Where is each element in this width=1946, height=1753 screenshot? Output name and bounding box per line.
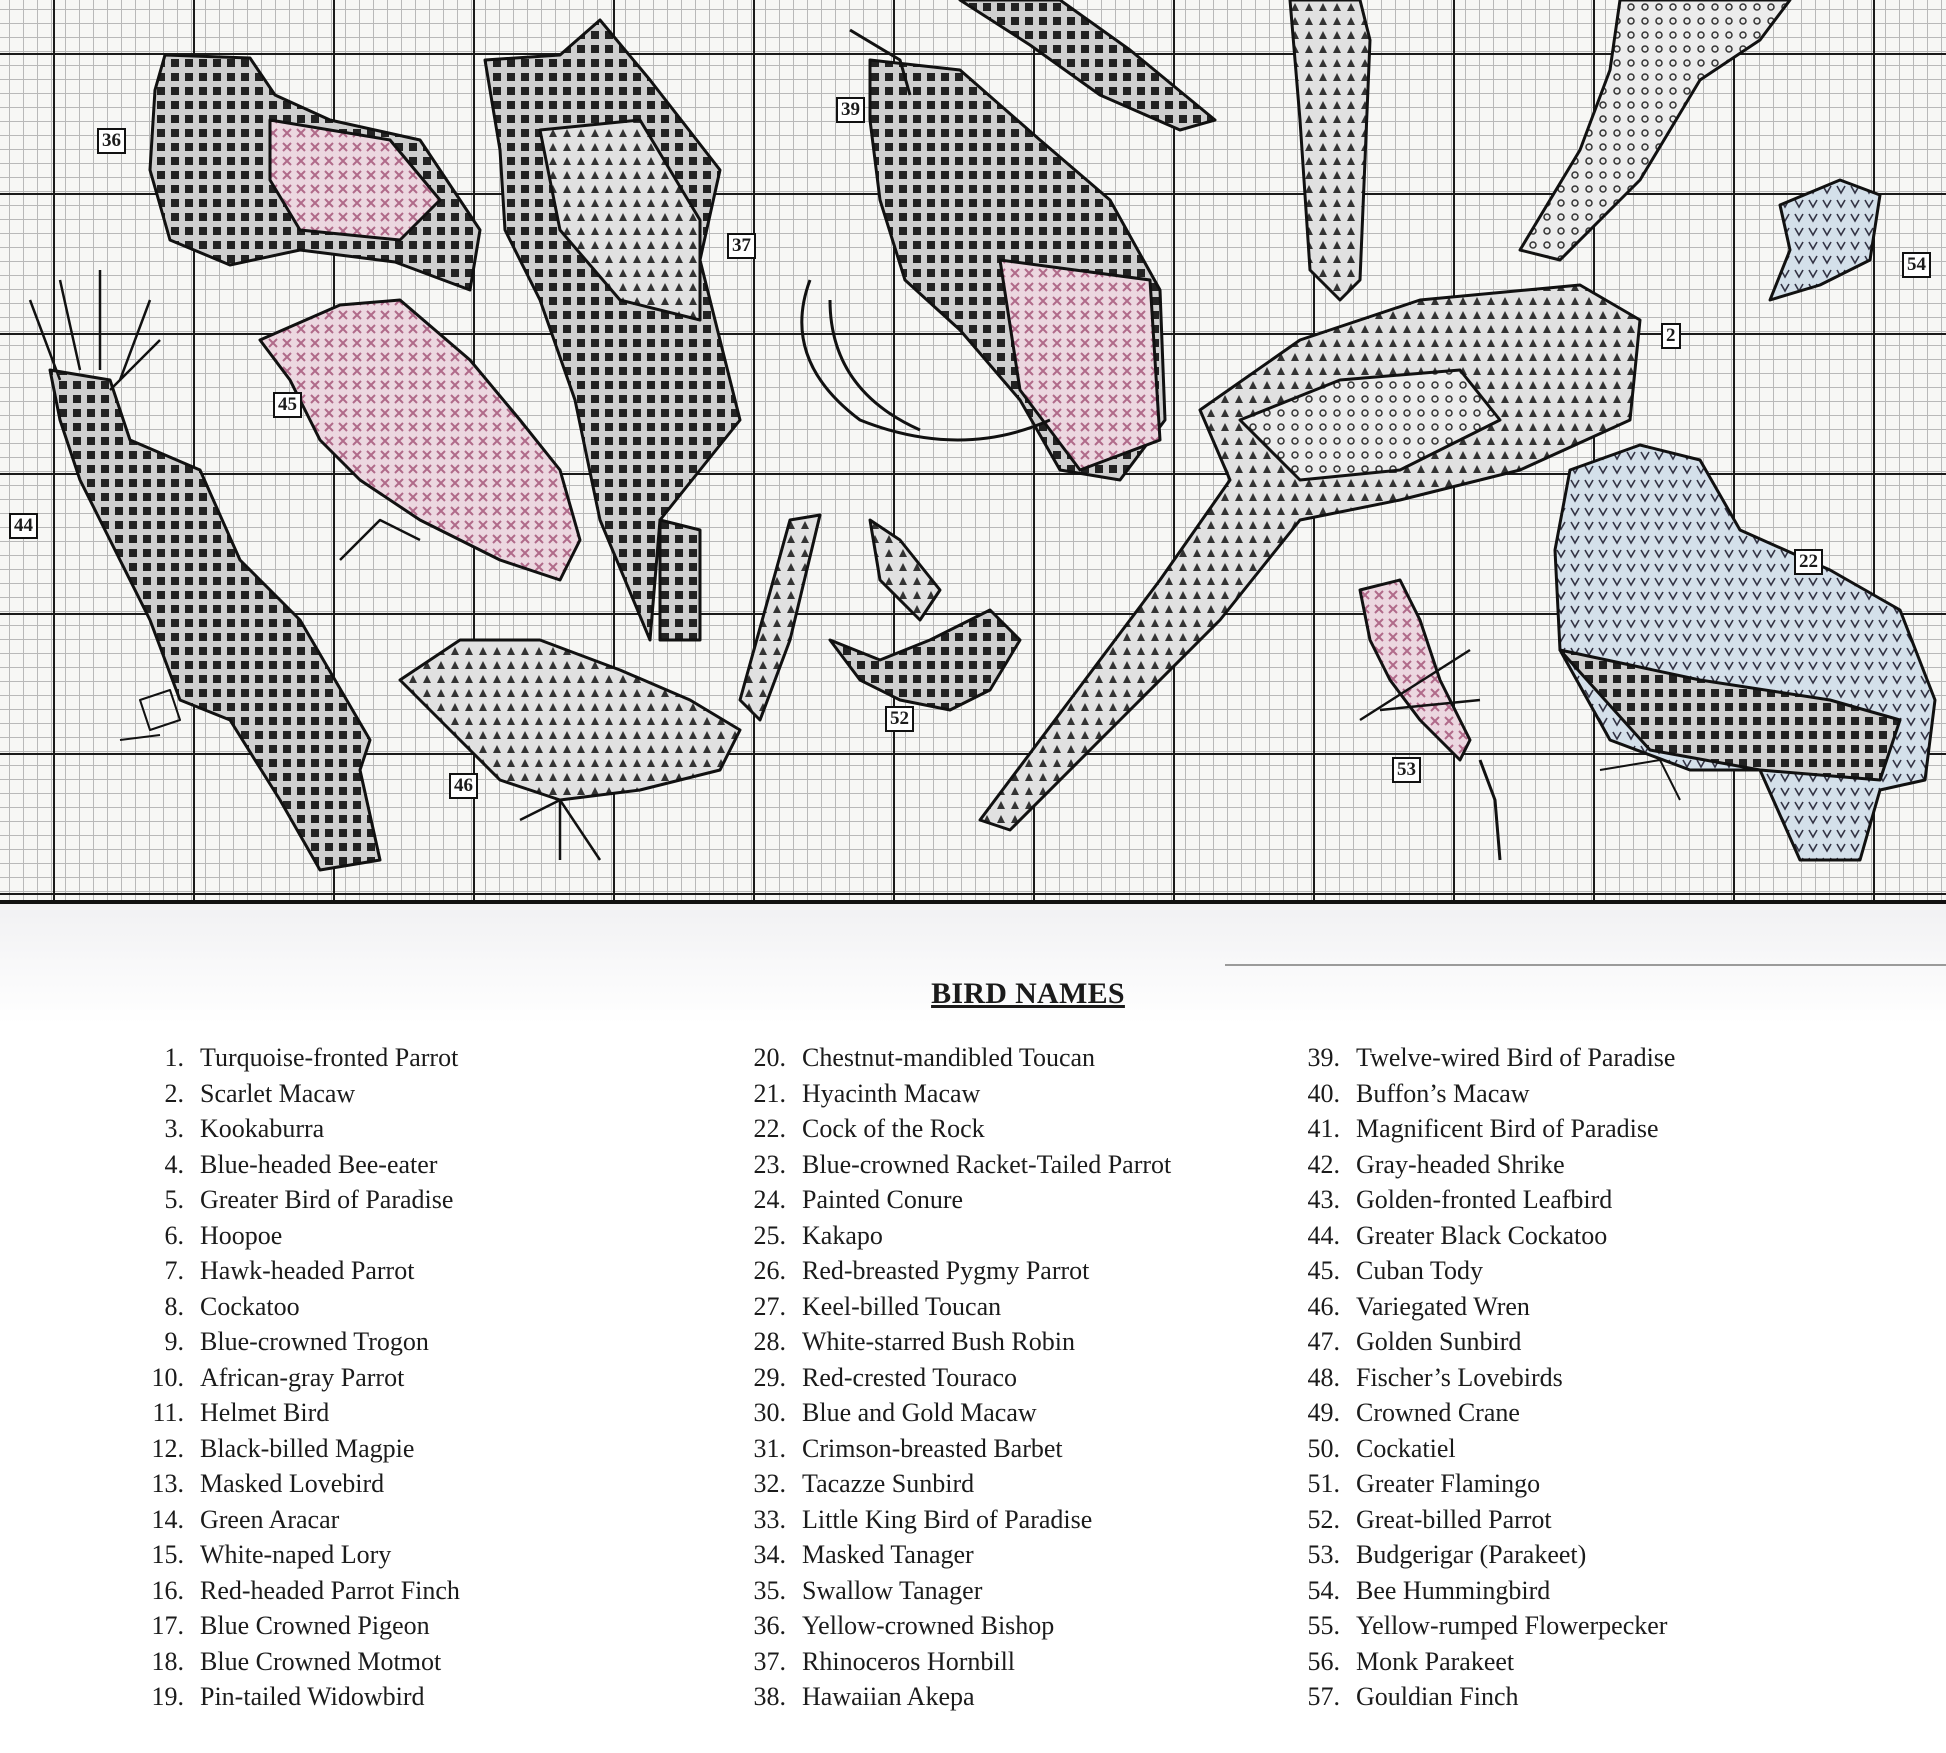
bird-number: 43. <box>1307 1185 1340 1214</box>
bird-name: Crimson-breasted Barbet <box>802 1433 1063 1463</box>
bird-name: Golden Sunbird <box>1356 1327 1522 1356</box>
bird-name: Scarlet Macaw <box>200 1078 356 1108</box>
bird-name: Greater Flamingo <box>1356 1469 1541 1498</box>
bird-number: 29. <box>753 1362 786 1392</box>
bird-name: Masked Tanager <box>802 1540 974 1569</box>
bird-number: 6. <box>164 1220 184 1250</box>
chart-label-22: 22 <box>1794 549 1823 575</box>
bird-number: 37. <box>753 1646 786 1676</box>
bird-number: 11. <box>152 1398 184 1427</box>
bird-name: Red-crested Touraco <box>802 1362 1017 1392</box>
bird-name: Pin-tailed Widowbird <box>200 1682 425 1711</box>
bird-name: Monk Parakeet <box>1356 1646 1515 1676</box>
bird-number: 7. <box>164 1256 184 1285</box>
bird-number: 22. <box>753 1114 786 1143</box>
bird-name: Crowned Crane <box>1356 1398 1520 1427</box>
bird-number: 30. <box>753 1398 786 1427</box>
bird-number: 31. <box>753 1433 786 1463</box>
bird-name: Keel-billed Toucan <box>802 1291 1002 1321</box>
bird-name: Kakapo <box>802 1220 883 1250</box>
divider-line <box>1225 964 1946 966</box>
bird-name: Blue Crowned Pigeon <box>200 1611 430 1640</box>
bird-number: 28. <box>753 1327 786 1356</box>
bird-number: 44. <box>1307 1220 1340 1250</box>
chart-label-53: 53 <box>1392 757 1421 783</box>
bird-number: 39. <box>1307 1043 1340 1072</box>
bird-name: Budgerigar (Parakeet) <box>1356 1540 1587 1569</box>
bird-name: Yellow-crowned Bishop <box>802 1611 1055 1640</box>
bird-name: Blue and Gold Macaw <box>802 1398 1037 1427</box>
bird-number: 52. <box>1307 1504 1340 1534</box>
bird-number: 56. <box>1307 1646 1340 1676</box>
bird-name: Blue Crowned Motmot <box>200 1646 442 1676</box>
bird-number: 12. <box>151 1433 184 1463</box>
bird-number: 15. <box>151 1540 184 1569</box>
bird-number: 26. <box>753 1256 786 1285</box>
bird-number: 25. <box>753 1220 786 1250</box>
chart-label-46: 46 <box>449 773 478 799</box>
chart-label-36: 36 <box>97 128 126 154</box>
bird-name: Masked Lovebird <box>200 1469 385 1498</box>
bird-number: 48. <box>1307 1362 1340 1392</box>
bird-name: Fischer’s Lovebirds <box>1356 1362 1563 1392</box>
bird-number: 16. <box>151 1575 184 1605</box>
bird-number: 14. <box>151 1504 184 1534</box>
chart-label-45: 45 <box>273 392 302 418</box>
bird-number: 55. <box>1307 1611 1340 1640</box>
bird-number: 13. <box>151 1469 184 1498</box>
bird-name: Hyacinth Macaw <box>802 1078 981 1108</box>
bird-number: 1. <box>164 1043 184 1072</box>
bird-number: 51. <box>1307 1469 1340 1498</box>
chart-label-2: 2 <box>1661 323 1681 349</box>
bird-number: 17. <box>151 1611 184 1640</box>
bird-name: Yellow-rumped Flowerpecker <box>1356 1611 1668 1640</box>
bird-number: 19. <box>151 1682 184 1711</box>
bird-name: Tacazze Sunbird <box>802 1469 975 1498</box>
bird-name: Hawaiian Akepa <box>802 1682 975 1711</box>
bird-number: 34. <box>753 1540 786 1569</box>
bird-number: 42. <box>1307 1149 1340 1179</box>
bird-number: 8. <box>164 1291 184 1321</box>
bird-number: 3. <box>164 1114 184 1143</box>
bird-number: 23. <box>753 1149 786 1179</box>
bird-number: 10. <box>151 1362 184 1392</box>
bird-number: 24. <box>753 1185 786 1214</box>
chart-label-54: 54 <box>1902 252 1931 278</box>
bird-number: 27. <box>753 1291 786 1321</box>
bird-number: 45. <box>1307 1256 1340 1285</box>
chart-label-37: 37 <box>727 233 756 259</box>
bird-name: Greater Bird of Paradise <box>200 1185 454 1214</box>
bird-name: Cock of the Rock <box>802 1114 985 1143</box>
bird-name: Helmet Bird <box>200 1398 330 1427</box>
bird-number: 47. <box>1307 1327 1340 1356</box>
bird-name: Blue-crowned Racket-Tailed Parrot <box>802 1149 1172 1179</box>
bird-name: Chestnut-mandibled Toucan <box>802 1043 1096 1072</box>
bird-name: Turquoise-fronted Parrot <box>200 1043 459 1072</box>
bird-name: Buffon’s Macaw <box>1356 1078 1530 1108</box>
bird-number: 46. <box>1307 1291 1340 1321</box>
bird-number: 57. <box>1307 1682 1340 1711</box>
bird-name: White-naped Lory <box>200 1540 392 1569</box>
bird-name: Variegated Wren <box>1356 1291 1530 1321</box>
bird-number: 49. <box>1307 1398 1340 1427</box>
bird-number: 41. <box>1307 1114 1340 1143</box>
bird-number: 21. <box>753 1078 786 1108</box>
bird-number: 36. <box>753 1611 786 1640</box>
bird-number: 54. <box>1307 1575 1340 1605</box>
bird-name: African-gray Parrot <box>200 1362 405 1392</box>
bird-name: Little King Bird of Paradise <box>802 1504 1093 1534</box>
bird-name: Black-billed Magpie <box>200 1433 415 1463</box>
bird-name: Green Aracar <box>200 1504 340 1534</box>
bird-name: Hoopoe <box>200 1220 283 1250</box>
bird-number: 53. <box>1307 1540 1340 1569</box>
bird-number: 32. <box>753 1469 786 1498</box>
bird-name: Hawk-headed Parrot <box>200 1256 415 1285</box>
bird-number: 4. <box>164 1149 184 1179</box>
bird-name: Cuban Tody <box>1356 1256 1483 1285</box>
bird-number: 50. <box>1307 1433 1340 1463</box>
bird-name: Painted Conure <box>802 1185 964 1214</box>
list-title: BIRD NAMES <box>931 977 1125 1010</box>
bird-number: 38. <box>753 1682 786 1711</box>
bird-name: Swallow Tanager <box>802 1575 983 1605</box>
bird-number: 33. <box>753 1504 786 1534</box>
bird-name: Great-billed Parrot <box>1356 1504 1552 1534</box>
bird-name: Blue-headed Bee-eater <box>200 1149 438 1179</box>
bird-name: Blue-crowned Trogon <box>200 1327 429 1356</box>
bird-number: 5. <box>164 1185 184 1214</box>
bird-number: 9. <box>164 1327 184 1356</box>
chart-label-44: 44 <box>9 513 38 539</box>
chart-label-39: 39 <box>836 97 865 123</box>
bird-number: 20. <box>753 1043 786 1072</box>
bird-name: Red-breasted Pygmy Parrot <box>802 1256 1090 1285</box>
bird-name: Red-headed Parrot Finch <box>200 1575 460 1605</box>
bird-number: 18. <box>151 1646 184 1676</box>
bird-name: Cockatiel <box>1356 1433 1456 1463</box>
bird-name: Magnificent Bird of Paradise <box>1356 1114 1659 1143</box>
bird-name: Gray-headed Shrike <box>1356 1149 1565 1179</box>
bird-name: Cockatoo <box>200 1291 300 1321</box>
bird-name: Gouldian Finch <box>1356 1682 1519 1711</box>
bird-name: Rhinoceros Hornbill <box>802 1646 1016 1676</box>
bird-name: Twelve-wired Bird of Paradise <box>1356 1043 1676 1072</box>
bird-number: 2. <box>164 1078 184 1108</box>
chart-label-52: 52 <box>885 706 914 732</box>
bird-name: White-starred Bush Robin <box>802 1327 1075 1356</box>
bird-name: Kookaburra <box>200 1114 325 1143</box>
bird-number: 35. <box>753 1575 786 1605</box>
bird-number: 40. <box>1307 1078 1340 1108</box>
bird-name: Bee Hummingbird <box>1356 1575 1551 1605</box>
bird-name: Golden-fronted Leafbird <box>1356 1185 1613 1214</box>
bird-name: Greater Black Cockatoo <box>1356 1220 1608 1250</box>
